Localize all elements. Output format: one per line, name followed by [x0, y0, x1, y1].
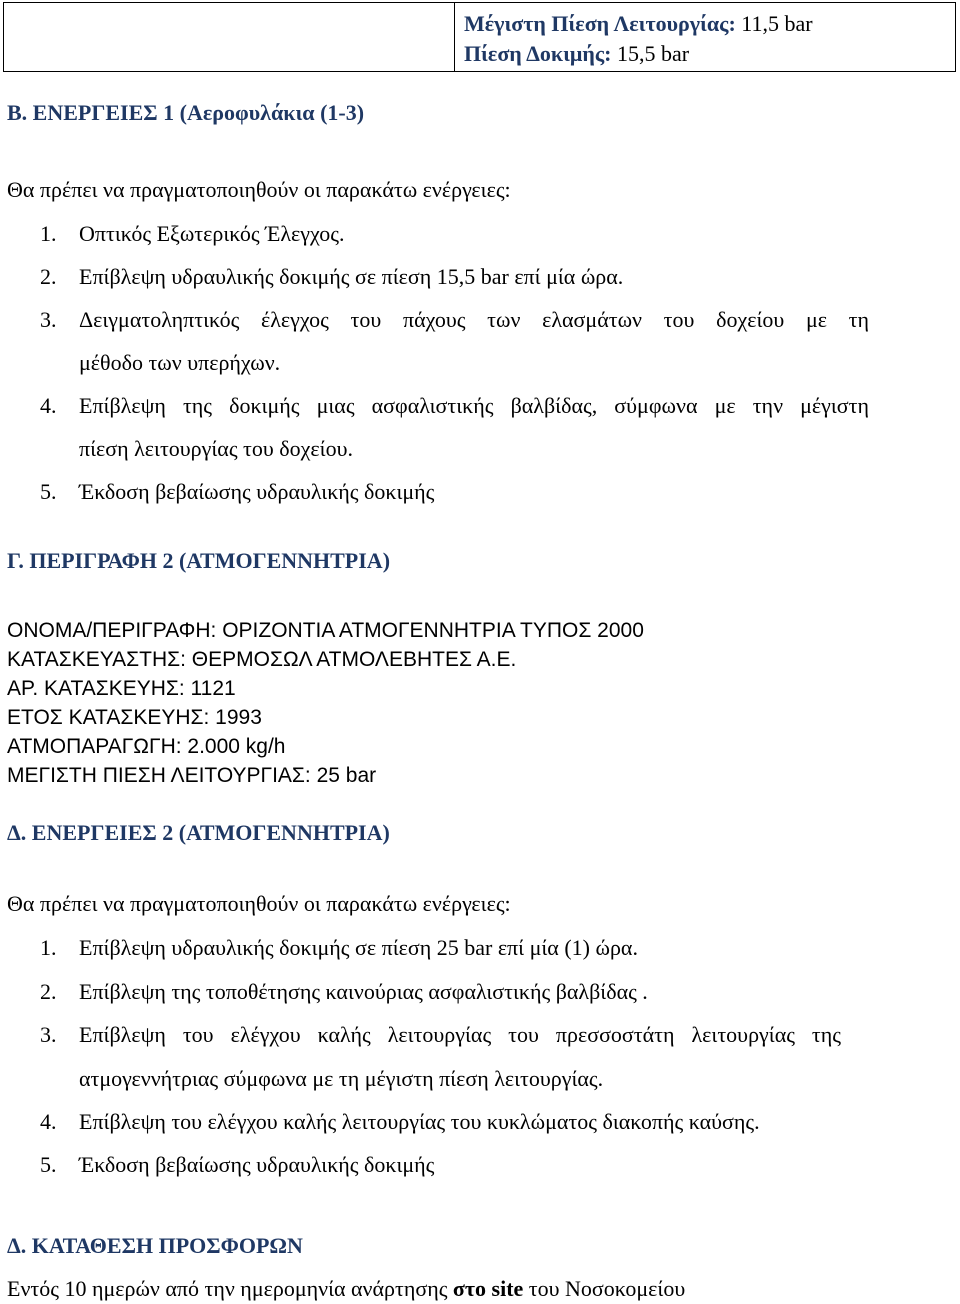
section-b-item-4-number: 4. [40, 393, 57, 418]
section-d-item-2-number: 2. [40, 979, 57, 1004]
spec-table [3, 2, 957, 72]
section-e-heading: Δ. ΚΑΤΑΘΕΣΗ ΠΡΟΣΦΟΡΩΝ [7, 1233, 303, 1258]
section-b-item-3-text-cont: μέθοδο των υπερήχων. [79, 350, 281, 375]
section-b-item-1-text: Οπτικός Εξωτερικός Έλεγχος. [79, 221, 345, 246]
section-b-intro: Θα πρέπει να πραγματοποιηθούν οι παρακάτω ενέργειες: [7, 177, 511, 202]
offers-deadline-text-start: Εντός 10 ημερών από την ημερομηνία ανάρτησης [7, 1276, 453, 1301]
section-d-item-1-number: 1. [40, 935, 57, 960]
section-b-item-4-text-cont: πίεση λειτουργίας του δοχείου. [79, 436, 353, 461]
max-pressure-row [464, 11, 813, 37]
boiler-manufacturer-line: ΚΑΤΑΣΚΕΥΑΣΤΗΣ: ΘΕΡΜΟΣΩΛ ΑΤΜΟΛΕΒΗΤΕΣ Α.Ε. [7, 648, 517, 671]
section-b-item-2-text: Επίβλεψη υδραυλικής δοκιμής σε πίεση 15,5 bar επί μία ώρα. [79, 264, 624, 289]
spec-table-empty-cell [3, 2, 455, 72]
section-d-item-1-text: Επίβλεψη υδραυλικής δοκιμής σε πίεση 25 bar επί μία (1) ώρα. [79, 935, 638, 960]
section-d-item-5-number: 5. [40, 1152, 57, 1177]
offers-deadline-site: στο site [452, 1276, 524, 1301]
section-d-item-5-text: Έκδοση βεβαίωσης υδραυλικής δοκιμής [79, 1152, 435, 1177]
offers-deadline-text [7, 1276, 685, 1302]
section-d-item-3-text: Επίβλεψη του ελέγχου καλής λειτουργίας του πρεσσοστάτη λειτουργίας της [79, 1022, 841, 1047]
section-d-heading: Δ. ΕΝΕΡΓΕΙΕΣ 2 (ΑΤΜΟΓΕΝΝΗΤΡΙΑ) [7, 820, 390, 845]
section-b-item-3-text: Δειγματοληπτικός έλεγχος του πάχους των ελασμάτων του δοχείου με τη [79, 307, 869, 332]
section-g-heading: Γ. ΠΕΡΙΓΡΑΦΗ 2 (ΑΤΜΟΓΕΝΝΗΤΡΙΑ) [7, 548, 391, 573]
section-d-intro: Θα πρέπει να πραγματοποιηθούν οι παρακάτω ενέργειες: [7, 891, 511, 916]
max-pressure-label: Μέγιστη Πίεση Λειτουργίας: [464, 11, 736, 36]
section-d-item-4-text: Επίβλεψη του ελέγχου καλής λειτουργίας του κυκλώματος διακοπής καύσης. [79, 1109, 760, 1134]
section-b-item-5-number: 5. [40, 479, 57, 504]
section-b-item-1-number: 1. [40, 221, 57, 246]
section-d-item-3-text-cont: ατμογεννήτριας σύμφωνα με τη μέγιστη πίεση λειτουργίας. [79, 1066, 604, 1091]
section-d-item-3-number: 3. [40, 1022, 57, 1047]
section-b-item-3-number: 3. [40, 307, 57, 332]
boiler-output-line: ΑΤΜΟΠΑΡΑΓΩΓΗ: 2.000 kg/h [7, 735, 286, 758]
boiler-serial-line: ΑΡ. ΚΑΤΑΣΚΕΥΗΣ: 1121 [7, 677, 236, 700]
test-pressure-row [464, 41, 689, 67]
boiler-year-line: ΕΤΟΣ ΚΑΤΑΣΚΕΥΗΣ: 1993 [7, 706, 262, 729]
spec-table-values-cell [454, 2, 956, 72]
section-b-item-4-text: Επίβλεψη της δοκιμής μιας ασφαλιστικής βαλβίδας, σύμφωνα με την μέγιστη [79, 393, 869, 418]
boiler-max-pressure-line: ΜΕΓΙΣΤΗ ΠΙΕΣΗ ΛΕΙΤΟΥΡΓΙΑΣ: 25 bar [7, 764, 377, 787]
section-d-item-2-text: Επίβλεψη της τοποθέτησης καινούριας ασφαλιστικής βαλβίδας . [79, 979, 648, 1004]
section-b-heading: Β. ΕΝΕΡΓΕΙΕΣ 1 (Αεροφυλάκια (1-3) [7, 100, 365, 125]
test-pressure-value: 15,5 bar [616, 41, 690, 66]
max-pressure-value: 11,5 bar [741, 11, 813, 36]
section-b-item-5-text: Έκδοση βεβαίωσης υδραυλικής δοκιμής [79, 479, 435, 504]
section-d-item-4-number: 4. [40, 1109, 57, 1134]
boiler-name-line: ΟΝΟΜΑ/ΠΕΡΙΓΡΑΦΗ: ΟΡΙΖΟΝΤΙΑ ΑΤΜΟΓΕΝΝΗΤΡΙΑ ΤΥΠΟΣ 2000 [7, 619, 644, 642]
offers-deadline-text-end: του Νοσοκομείου [523, 1276, 686, 1301]
section-b-item-2-number: 2. [40, 264, 57, 289]
test-pressure-label: Πίεση Δοκιμής: [464, 41, 612, 66]
